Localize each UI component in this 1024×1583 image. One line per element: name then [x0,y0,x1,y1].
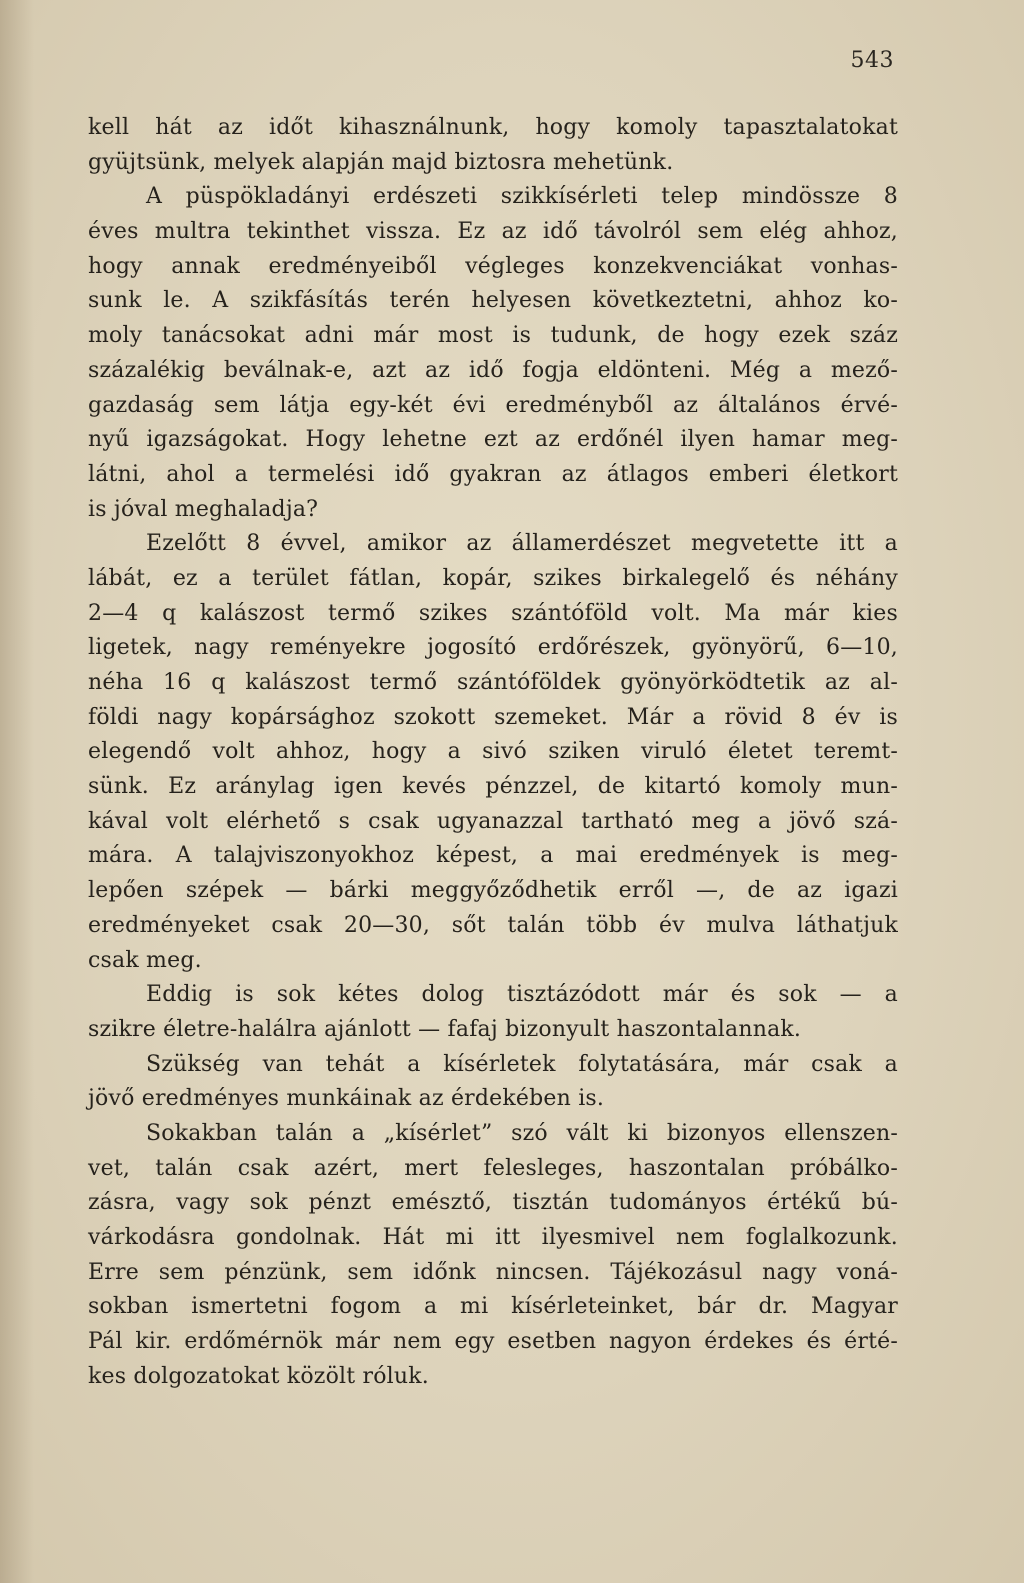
text-line: Pál kir. erdőmérnök már nem egy esetben nagyon érdekes és érté- [88,1329,898,1355]
text-line: Sokakban talán a „kísérlet” szó vált ki bizonyos ellenszen- [146,1120,898,1146]
page-number: 543 [850,48,894,73]
text-line: néha 16 q kalászost termő szántóföldek gyönyörködtetik az al- [88,670,898,695]
text-line: ligetek, nagy reményekre jogosító erdőrészek, gyönyörű, 6—10, [88,635,898,661]
text-line: 2—4 q kalászost termő szikes szántóföld volt. Ma már kies [88,600,898,626]
text-line: mára. A talajviszonyokhoz képest, a mai eredmények is meg- [88,843,898,869]
text-line: jövő eredményes munkáinak az érdekében is. [88,1086,605,1112]
text-line: moly tanácsokat adni már most is tudunk, de hogy ezek száz [88,323,898,349]
text-line: hogy annak eredményeiből végleges konzekvenciákat vonhas- [88,253,898,279]
text-line: százalékig beválnak-e, azt az idő fogja eldönteni. Még a mező- [88,357,898,383]
text-line: Szükség van tehát a kísérletek folytatására, már csak a [146,1051,898,1077]
text-line: gazdaság sem látja egy-két évi eredményből az általános érvé- [88,392,898,418]
text-line: csak meg. [88,947,202,973]
text-line: vet, talán csak azért, mert felesleges, haszontalan próbálko- [88,1155,898,1181]
text-line: kell hát az időt kihasználnunk, hogy komoly tapasztalatokat [88,115,898,140]
text-line: elegendő volt ahhoz, hogy a sivó sziken viruló életet teremt- [88,739,898,765]
text-line: sokban ismertetni fogom a mi kísérleteinket, bár dr. Magyar [88,1294,898,1320]
text-line: várkodásra gondolnak. Hát mi itt ilyesmivel nem foglalkozunk. [88,1225,898,1250]
text-line: sunk le. A szikfásítás terén helyesen következtetni, ahhoz ko- [88,288,898,314]
text-line: nyű igazságokat. Hogy lehetne ezt az erdőnél ilyen hamar meg- [88,427,898,453]
text-line: A püspökladányi erdészeti szikkísérleti telep mindössze 8 [146,184,898,210]
text-line: látni, ahol a termelési idő gyakran az átlagos emberi életkort [88,461,898,487]
text-line: is jóval meghaladja? [88,496,319,522]
text-line: zásra, vagy sok pénzt emésztő, tisztán tudományos értékű bú- [88,1190,898,1216]
text-line: szikre életre-halálra ajánlott — fafaj bizonyult haszontalannak. [88,1016,802,1042]
text-line: éves multra tekinthet vissza. Ez az idő távolról sem elég ahhoz, [88,219,898,245]
text-line: Ezelőtt 8 évvel, amikor az államerdészet megvetette itt a [146,531,898,557]
text-line: Eddig is sok kétes dolog tisztázódott már és sok — a [146,982,898,1008]
text-line: sünk. Ez aránylag igen kevés pénzzel, de kitartó komoly mun- [88,774,898,800]
text-line: lábát, ez a terület fátlan, kopár, szikes birkalegelő és néhány [88,565,898,591]
text-line: lepően szépek — bárki meggyőződhetik erről —, de az igazi [88,878,898,904]
text-line: Erre sem pénzünk, sem időnk nincsen. Tájékozásul nagy voná- [88,1259,898,1285]
text-line: eredményeket csak 20—30, sőt talán több év mulva láthatjuk [88,912,898,938]
text-line: gyüjtsünk, melyek alapján majd biztosra mehetünk. [88,149,674,175]
text-line: kes dolgozatokat közölt róluk. [88,1363,429,1389]
text-line: földi nagy kopársághoz szokott szemeket. Már a rövid 8 év is [88,704,898,730]
text-line: kával volt elérhető s csak ugyanazzal tartható meg a jövő szá- [88,808,898,834]
body-text [88,111,898,1394]
